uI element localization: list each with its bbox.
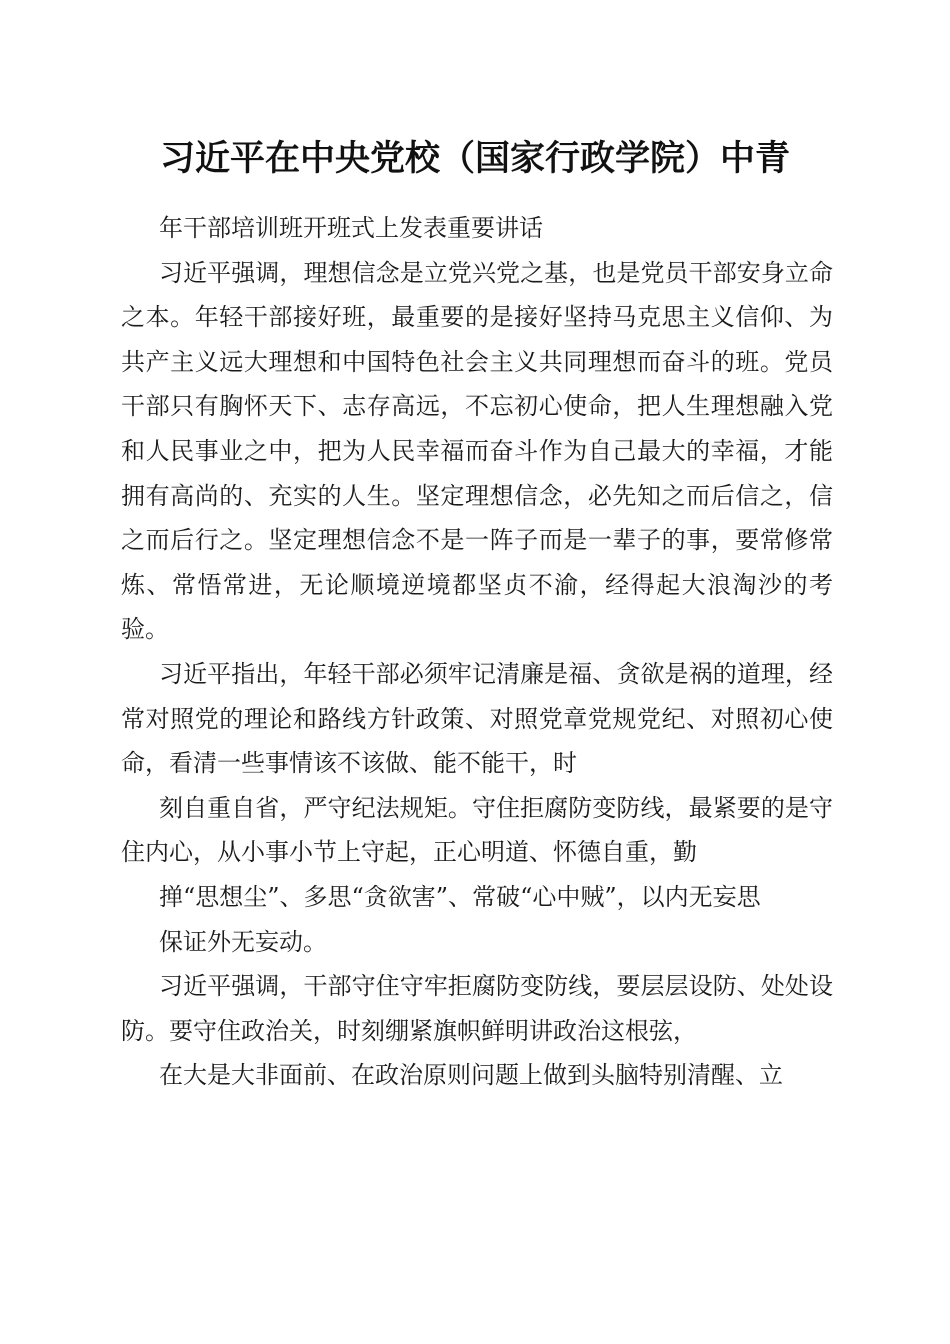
paragraph-5: 掸“思想尘”、多思“贪欲害”、常破“心中贼”，以内无妄思 <box>159 882 761 911</box>
paragraph-1: 年干部培训班开班式上发表重要讲话 <box>159 214 543 242</box>
document-body <box>121 206 833 1098</box>
paragraph-2: 习近平强调，理想信念是立党兴党之基，也是党员干部安身立命之本。年轻干部接好班，最重要的是接好坚持马克思主义信仰、为共产主义远大理想和中国特色社会主义共同理想而奋斗的班。党员干部只有胸怀天下、志存高远，不忘初心使命，把人生理想融入党和人民事业之中，把为人民幸福而奋斗作为自己最大的幸福，才能拥有高尚的、充实的人生。坚定理想信念，必先知之而后信之，信之而后行之。坚定理想信念不是一阵子而是一辈子的事，要常修常炼、常悟常进，无论顺境逆境都坚贞不渝，经得起大浪淘沙的考验。 <box>121 258 833 644</box>
paragraph-4: 刻自重自省，严守纪法规矩。守住拒腐防变防线，最紧要的是守住内心，从小事小节上守起，正心明道、怀德自重，勤 <box>121 793 833 867</box>
paragraph-7: 习近平强调，干部守住守牢拒腐防变防线，要层层设防、处处设防。要守住政治关，时刻绷紧旗帜鲜明讲政治这根弦， <box>121 972 833 1045</box>
paragraph-8: 在大是大非面前、在政治原则问题上做到头脑特别清醒、立 <box>159 1061 783 1090</box>
document-title: 习近平在中央党校（国家行政学院）中青 <box>159 138 790 179</box>
paragraph-6: 保证外无妄动。 <box>159 927 327 956</box>
paragraph-3: 习近平指出，年轻干部必须牢记清廉是福、贪欲是祸的道理，经常对照党的理论和路线方针政策、对照党章党规党纪、对照初心使命，看清一些事情该不该做、能不能干，时 <box>121 659 833 778</box>
